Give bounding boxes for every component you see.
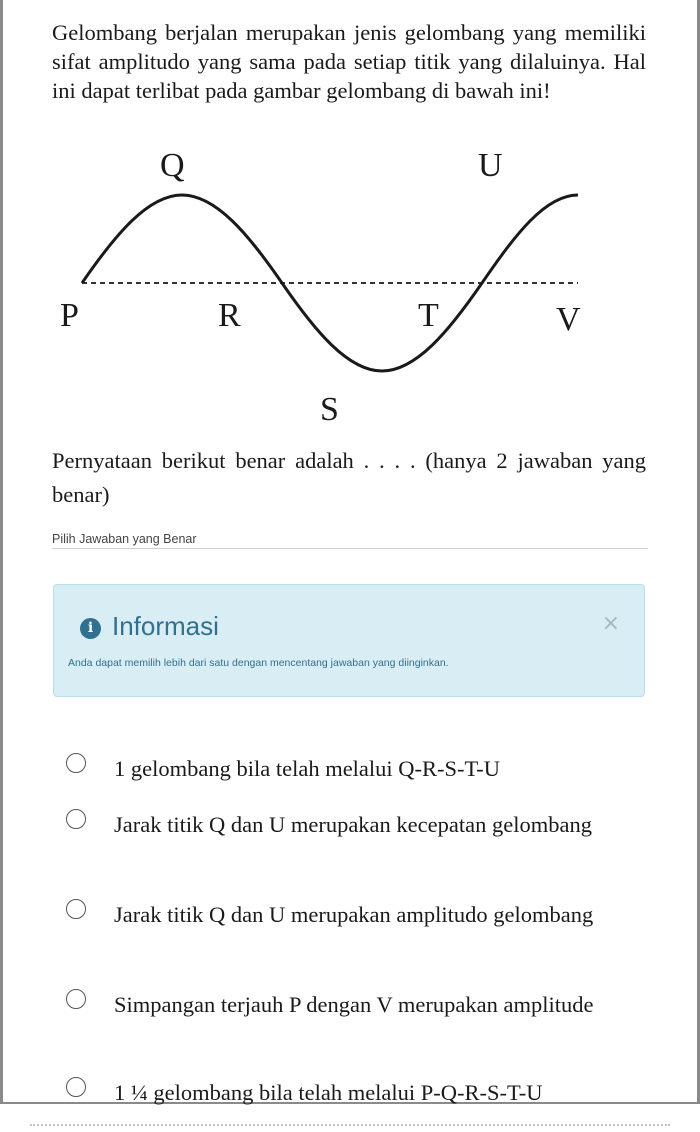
info-alert — [53, 584, 645, 697]
option-5-checkbox[interactable] — [66, 1077, 86, 1097]
info-title: Informasi — [112, 611, 219, 641]
option-5-label[interactable]: 1 ¼ gelombang bila telah melalui P-Q-R-S-T-U — [114, 1080, 543, 1105]
point-label-q: Q — [160, 147, 185, 184]
option-4-checkbox[interactable] — [66, 989, 86, 1009]
frame-left-border — [0, 0, 3, 1104]
answer-section-label: Pilih Jawaban yang Benar — [52, 532, 197, 546]
point-label-p: P — [60, 297, 79, 334]
option-2-checkbox[interactable] — [66, 809, 86, 829]
info-text: Anda dapat memilih lebih dari satu dengan mencentang jawaban yang diinginkan. — [68, 657, 449, 669]
option-4-label[interactable]: Simpangan terjauh P dengan V merupakan amplitude — [114, 992, 594, 1017]
point-label-u: U — [478, 147, 503, 184]
section-divider — [52, 548, 648, 549]
option-1-checkbox[interactable] — [66, 753, 86, 773]
option-3-checkbox[interactable] — [66, 899, 86, 919]
point-label-s: S — [320, 391, 339, 428]
wave-diagram — [40, 140, 660, 430]
point-label-t: T — [418, 297, 439, 334]
next-content-cutoff — [30, 1124, 670, 1126]
option-2-label[interactable]: Jarak titik Q dan U merupakan kecepatan gelombang — [114, 812, 592, 837]
question-text: Gelombang berjalan merupakan jenis gelombang yang memiliki sifat amplitudo yang sama pada setiap titik yang dilaluinya. Hal ini dapat terlibat pada gambar gelombang di bawah ini! — [52, 20, 646, 103]
info-icon: i — [80, 618, 101, 639]
option-3-label[interactable]: Jarak titik Q dan U merupakan amplitudo gelombang — [114, 902, 594, 927]
point-label-v: V — [556, 301, 581, 338]
question-prompt: Pernyataan berikut benar adalah . . . . (hanya 2 jawaban yang benar) — [52, 448, 646, 507]
close-icon[interactable]: × — [601, 611, 620, 636]
point-label-r: R — [218, 297, 241, 334]
option-1-label[interactable]: 1 gelombang bila telah melalui Q-R-S-T-U — [114, 756, 500, 781]
